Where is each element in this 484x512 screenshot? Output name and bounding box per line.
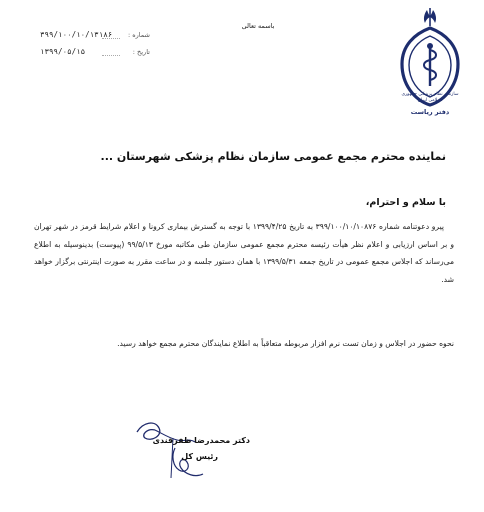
signatory-title: رئیس کل <box>181 452 218 461</box>
signatory-name: دکتر محمدرضا ظفرقندی <box>152 436 250 445</box>
letter-recipient: نماینده محترم مجمع عمومی سازمان نظام پزشکی شهرستان ... <box>100 150 446 163</box>
national-emblem-icon <box>424 8 436 26</box>
letter-salutation: با سلام و احترام، <box>365 197 446 208</box>
letter-paragraph: نحوه حضور در اجلاس و زمان تست نرم افزار مربوطه متعاقباً به اطلاع نمایندگان محترم مجمع خواهد رسید. <box>117 339 454 348</box>
letter-number-value: ۳۹۹/۱۰۰/۱۰/۱۳۱۸۶ <box>40 30 113 39</box>
letter-date-label: تاریخ : <box>132 48 150 56</box>
staff-head-icon <box>427 43 433 49</box>
bismillah-heading: باسمه تعالی <box>241 22 275 30</box>
signature-block <box>125 418 250 488</box>
date-dotted-rule <box>102 55 120 56</box>
letter-number-line <box>40 30 190 42</box>
emblem-org-name: سازمان نظام پزشکی جمهوری اسلامی ایران <box>401 92 459 103</box>
medical-council-emblem-icon <box>394 6 466 116</box>
letter-paragraph: پیرو دعوتنامه شماره ۳۹۹/۱۰۰/۱۰/۱۰۸۷۶ به تاریخ ۱۳۹۹/۴/۲۵ با توجه به گسترش بیماری کرونا و اعلام شرایط قرمز در شهر تهران و بر اساس ارزیابی و اعلام نظر هیأت رئیسه محترم مجمع عمومی سازمان طی مکاتبه مورخ ۹۹/۵/۱۳ (پیوست) بدینوسیله به اطلاع می‌رساند که اجلاس مجمع عمومی در تاریخ جمعه ۱۳۹۹/۵/۳۱ با همان دستور جلسه و در ساعت مقرر به صورت اینترنتی برگزار خواهد شد. <box>34 222 455 284</box>
letter-number-label: شماره : <box>128 31 150 39</box>
office-label: دفتر ریاست <box>410 108 450 116</box>
letter-date-line <box>40 47 190 59</box>
letter-date-value: ۱۳۹۹/۰۵/۱۵ <box>40 47 86 56</box>
